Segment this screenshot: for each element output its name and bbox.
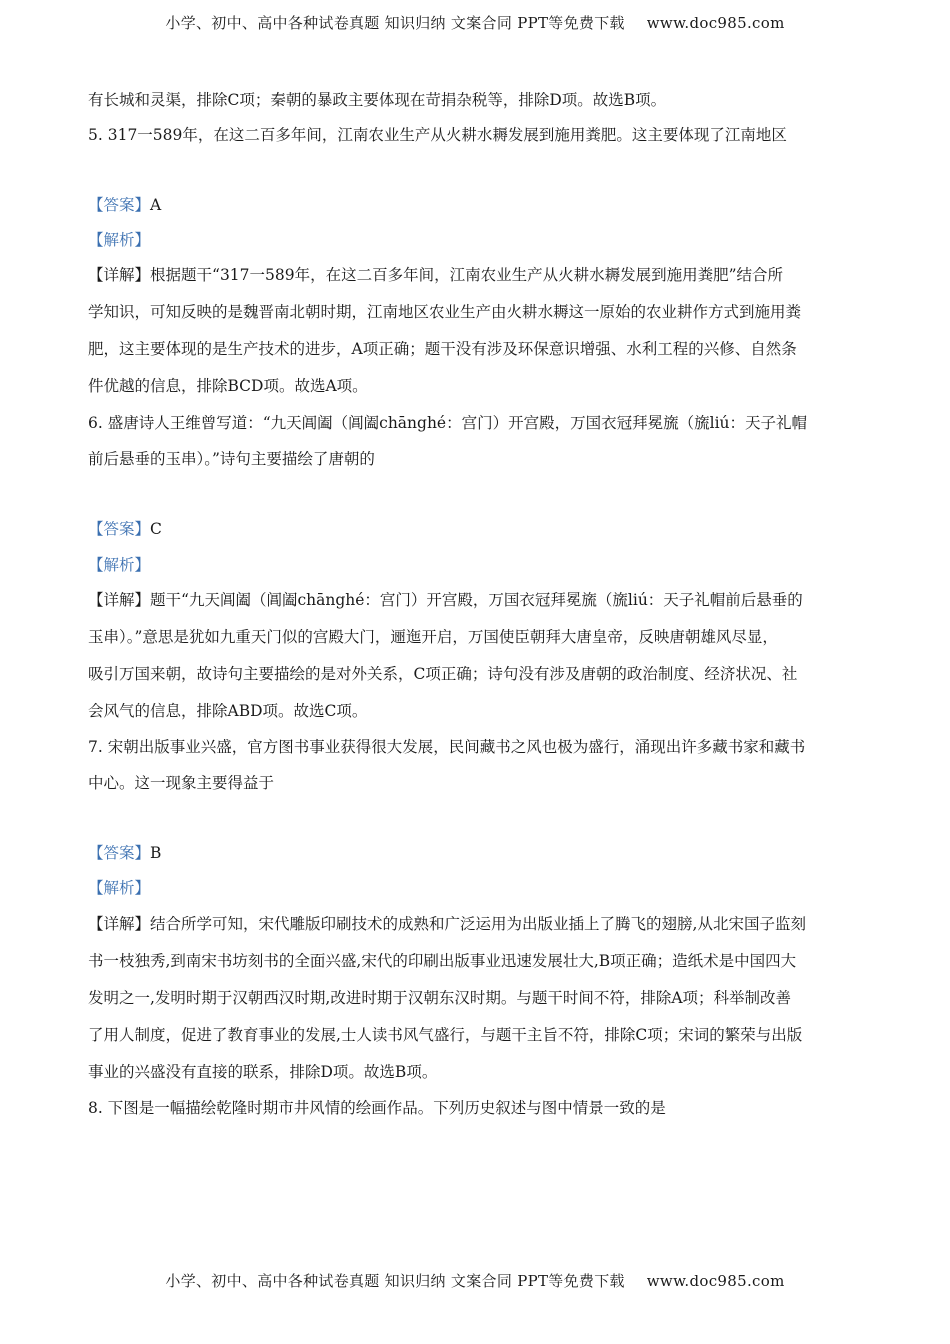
q6-answer [88,519,868,539]
q6-detail-4: 会风气的信息，排除ABD项。故选C项。 [88,702,368,720]
detail-label: 【详解】 [88,915,151,933]
q7-detail-2: 书一枝独秀,到南宋书坊刻书的全面兴盛,宋代的印刷出版事业迅速发展壮大,B项正确；造纸术是中国四大 [88,952,797,970]
q7-detail-3: 发明之一,发明时期于汉朝西汉时期,改进时期于汉朝东汉时期。与题干时间不符，排除A项；科举制改善 [88,989,792,1007]
q7-answer-value: B [150,844,162,862]
footer-site[interactable]: www.doc985.com [646,1272,785,1290]
header-site[interactable]: www.doc985.com [646,14,785,32]
q6-detail-2: 玉串）。”意思是犹如九重天门似的宫殿大门，逦迤开启，万国使臣朝拜大唐皇帝，反映唐朝雄风尽显， [88,628,778,646]
q6-detail-3: 吸引万国来朝，故诗句主要描绘的是对外关系，C项正确；诗句没有涉及唐朝的政治制度、经济状况、社 [88,665,798,683]
q5-detail-4: 件优越的信息，排除BCD项。故选A项。 [88,377,368,395]
q7-detail-1 [88,914,868,934]
detail-label: 【详解】 [88,591,151,609]
q8-stem: 8. 下图是一幅描绘乾隆时期市井风情的绘画作品。下列历史叙述与图中情景一致的是 [88,1099,666,1117]
q7-detail-5: 事业的兴盛没有直接的联系，排除D项。故选B项。 [88,1063,438,1081]
q6-analysis-label: 【解析】 [88,556,151,574]
q6-detail-text-1: 题干“九天阊阖（阊阖chānghé：宫门）开宫殿，万国衣冠拜冕旒（旒liú：天子礼帽前后悬垂的 [150,591,803,609]
q5-detail-2: 学知识，可知反映的是魏晋南北朝时期，江南地区农业生产由火耕水耨这一原始的农业耕作方式到施用粪 [88,303,802,321]
header-text: 小学、初中、高中各种试卷真题 知识归纳 文案合同 PPT等免费下载 [165,14,625,32]
q6-stem-2: 前后悬垂的玉串）。”诗句主要描绘了唐朝的 [88,450,375,468]
q5-detail-text-1: 根据题干“317一589年，在这二百多年间，江南农业生产从火耕水耨发展到施用粪肥”结合所 [150,266,784,284]
answer-label: 【答案】 [88,196,151,214]
q7-stem-1: 7. 宋朝出版事业兴盛，官方图书事业获得很大发展，民间藏书之风也极为盛行，涌现出许多藏书家和藏书 [88,738,806,756]
q5-answer [88,195,868,215]
q5-stem: 5. 317一589年，在这二百多年间，江南农业生产从火耕水耨发展到施用粪肥。这主要体现了江南地区 [88,126,787,144]
q7-detail-text-1: 结合所学可知，宋代雕版印刷技术的成熟和广泛运用为出版业插上了腾飞的翅膀,从北宋国子监刻 [150,915,806,933]
q7-answer [88,843,868,863]
answer-label: 【答案】 [88,844,151,862]
footer-text: 小学、初中、高中各种试卷真题 知识归纳 文案合同 PPT等免费下载 [165,1272,625,1290]
q5-answer-value: A [150,196,162,214]
q6-detail-1 [88,590,868,610]
answer-label: 【答案】 [88,520,151,538]
prev-answer-tail: 有长城和灵渠，排除C项；秦朝的暴政主要体现在苛捐杂税等，排除D项。故选B项。 [88,91,667,109]
page-footer [0,1270,950,1291]
q5-detail-1 [88,265,868,285]
q5-analysis-label: 【解析】 [88,231,151,249]
detail-label: 【详解】 [88,266,151,284]
q6-stem-1: 6. 盛唐诗人王维曾写道：“九天阊阖（阊阖chānghé：宫门）开宫殿，万国衣冠拜冕旒（旒liú：天子礼帽 [88,414,808,432]
q7-stem-2: 中心。这一现象主要得益于 [88,774,275,792]
q6-answer-value: C [150,520,162,538]
q7-analysis-label: 【解析】 [88,879,151,897]
q7-detail-4: 了用人制度，促进了教育事业的发展,士人读书风气盛行，与题干主旨不符，排除C项；宋词的繁荣与出版 [88,1026,803,1044]
q5-detail-3: 肥，这主要体现的是生产技术的进步，A项正确；题干没有涉及环保意识增强、水利工程的兴修、自然条 [88,340,797,358]
page-header [0,12,950,33]
